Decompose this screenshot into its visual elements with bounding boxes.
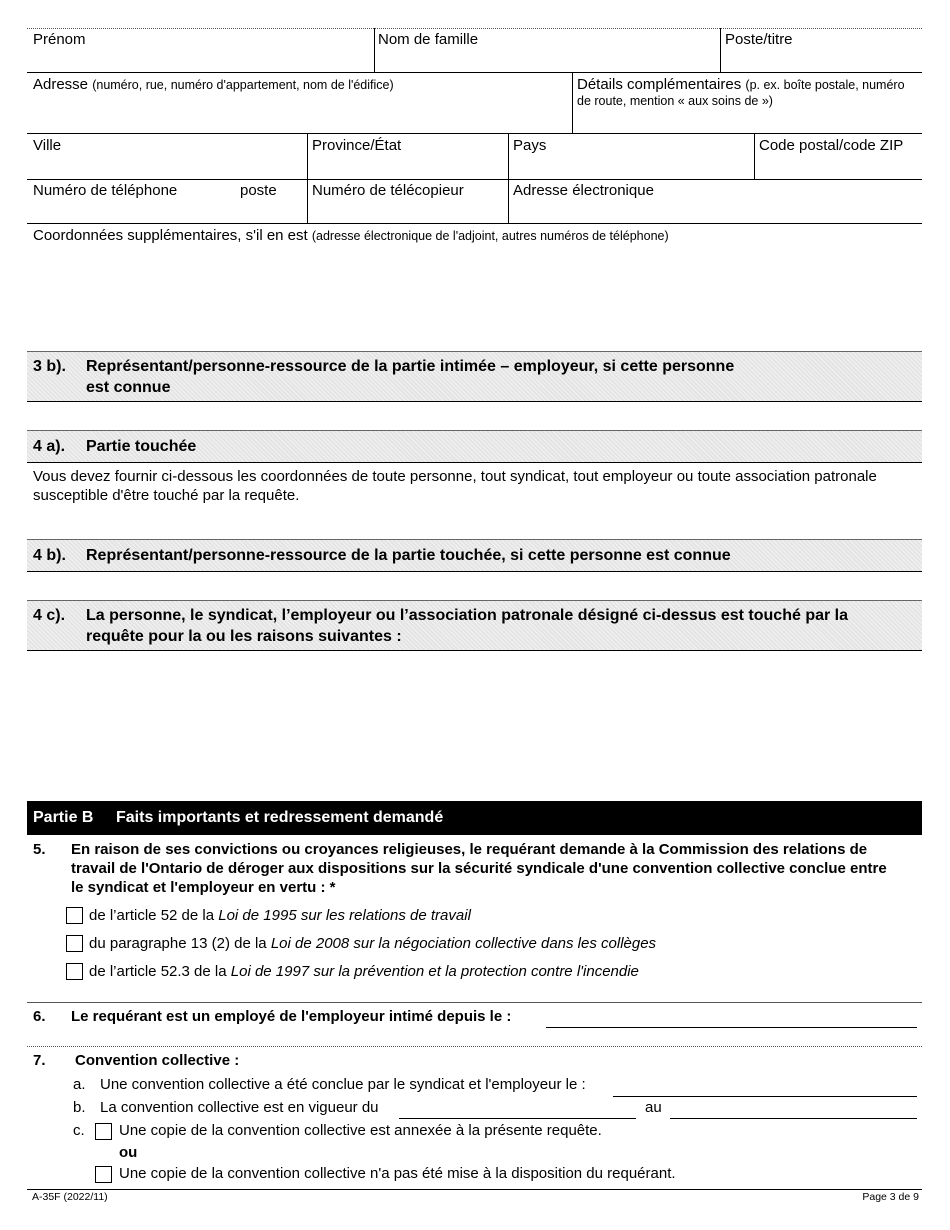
extension-label: poste	[240, 182, 277, 199]
agreement-start-date-field[interactable]	[399, 1118, 636, 1119]
item-b-to: au	[645, 1099, 662, 1116]
grid-rule	[27, 179, 922, 180]
phone-label: Numéro de téléphone	[33, 182, 178, 199]
question-6-number: 6.	[33, 1008, 46, 1025]
grid-divider	[374, 28, 375, 72]
section-title: Représentant/personne-ressource de la partie intimée – employeur, si cette personne	[86, 358, 735, 375]
grid-rule	[27, 133, 922, 134]
section-title-continued: requête pour la ou les raisons suivantes :	[86, 628, 402, 645]
section-title: Représentant/personne-ressource de la partie touchée, si cette personne est connue	[86, 547, 731, 564]
position-label: Poste/titre	[725, 31, 793, 48]
item-c-letter: c.	[73, 1122, 85, 1139]
option-labour-relations-act-label: de l’article 52 de la Loi de 1995 sur les relations de travail	[89, 907, 471, 924]
item-a-text: Une convention collective a été conclue par le syndicat et l'employeur le :	[100, 1076, 586, 1093]
section-rule	[27, 1046, 922, 1047]
email-label: Adresse électronique	[513, 182, 654, 199]
agreement-attached-label: Une copie de la convention collective est annexée à la présente requête.	[119, 1122, 602, 1139]
item-b-letter: b.	[73, 1099, 86, 1116]
section-rule	[27, 1002, 922, 1003]
agreement-not-available-label: Une copie de la convention collective n'a pas été mise à la disposition du requérant.	[119, 1165, 676, 1182]
section-4c-header	[27, 600, 922, 651]
question-5-text: En raison de ses convictions ou croyances religieuses, le requérant demande à la Commission des relations de	[71, 841, 868, 858]
question-7-title: Convention collective :	[75, 1052, 240, 1069]
extra-details-label: Détails complémentaires (p. ex. boîte postale, numéro	[577, 76, 905, 93]
grid-divider	[754, 133, 755, 179]
question-7-number: 7.	[33, 1052, 46, 1069]
country-label: Pays	[513, 137, 547, 154]
section-title: Partie touchée	[86, 438, 197, 455]
section-4a-instructions-continued: susceptible d'être touché par la requête.	[33, 487, 300, 504]
part-b-title: Faits importants et redressement demandé	[116, 809, 444, 826]
employment-start-date-field[interactable]	[546, 1027, 917, 1028]
city-label: Ville	[33, 137, 62, 154]
grid-top-rule	[27, 28, 922, 29]
extra-details-hint: de route, mention « aux soins de »)	[577, 94, 773, 108]
last-name-label: Nom de famille	[378, 31, 479, 48]
grid-divider	[720, 28, 721, 72]
section-4b-header	[27, 539, 922, 572]
question-5-number: 5.	[33, 841, 46, 858]
grid-divider	[572, 72, 573, 133]
form-id: A-35F (2022/11)	[32, 1191, 108, 1203]
section-number: 4 c).	[33, 607, 66, 624]
agreement-attached-checkbox[interactable]	[95, 1123, 112, 1140]
page-number: Page 3 de 9	[862, 1191, 919, 1203]
option-fire-protection-act-checkbox[interactable]	[66, 963, 83, 980]
section-4a-header	[27, 430, 922, 463]
address-label: Adresse (numéro, rue, numéro d'appartement, nom de l'édifice)	[33, 76, 394, 93]
first-name-label: Prénom	[33, 31, 86, 48]
option-labour-relations-act-checkbox[interactable]	[66, 907, 83, 924]
fax-label: Numéro de télécopieur	[312, 182, 464, 199]
item-b-text: La convention collective est en vigueur du	[100, 1099, 379, 1116]
question-6-text: Le requérant est un employé de l'employeur intimé depuis le :	[71, 1008, 512, 1025]
additional-contact-label: Coordonnées supplémentaires, s'il en est (adresse électronique de l'adjoint, autres numéros de téléphone)	[33, 227, 669, 244]
agreement-end-date-field[interactable]	[670, 1118, 917, 1119]
section-4a-instructions: Vous devez fournir ci-dessous les coordonnées de toute personne, tout syndicat, tout employeur ou toute association patronale	[33, 468, 877, 485]
grid-rule	[27, 223, 922, 224]
section-number: 3 b).	[33, 358, 66, 375]
section-title: La personne, le syndicat, l’employeur ou l’association patronale désigné ci-dessus est touché par la	[86, 607, 848, 624]
section-title-continued: est connue	[86, 379, 171, 396]
grid-rule	[27, 72, 922, 73]
option-colleges-bargaining-act-checkbox[interactable]	[66, 935, 83, 952]
agreement-not-available-checkbox[interactable]	[95, 1166, 112, 1183]
section-3b-header	[27, 351, 922, 402]
footer-rule	[27, 1189, 922, 1190]
or-label: ou	[119, 1144, 138, 1161]
part-b-header	[27, 801, 922, 835]
section-number: 4 b).	[33, 547, 66, 564]
option-fire-protection-act-label: de l’article 52.3 de la Loi de 1997 sur la prévention et la protection contre l'incendie	[89, 963, 639, 980]
question-5-text-2: travail de l'Ontario de déroger aux dispositions sur la sécurité syndicale d'une convention collective conclue entre	[71, 860, 887, 877]
question-5-text-3: le syndicat et l'employeur en vertu : *	[71, 879, 336, 896]
postal-code-label: Code postal/code ZIP	[759, 137, 904, 154]
province-label: Province/État	[312, 137, 402, 154]
part-b-label: Partie B	[33, 809, 94, 826]
option-colleges-bargaining-act-label: du paragraphe 13 (2) de la Loi de 2008 sur la négociation collective dans les collèges	[89, 935, 657, 952]
item-a-letter: a.	[73, 1076, 86, 1093]
grid-divider	[307, 133, 308, 223]
agreement-concluded-date-field[interactable]	[613, 1096, 917, 1097]
section-number: 4 a).	[33, 438, 66, 455]
grid-divider	[508, 133, 509, 223]
